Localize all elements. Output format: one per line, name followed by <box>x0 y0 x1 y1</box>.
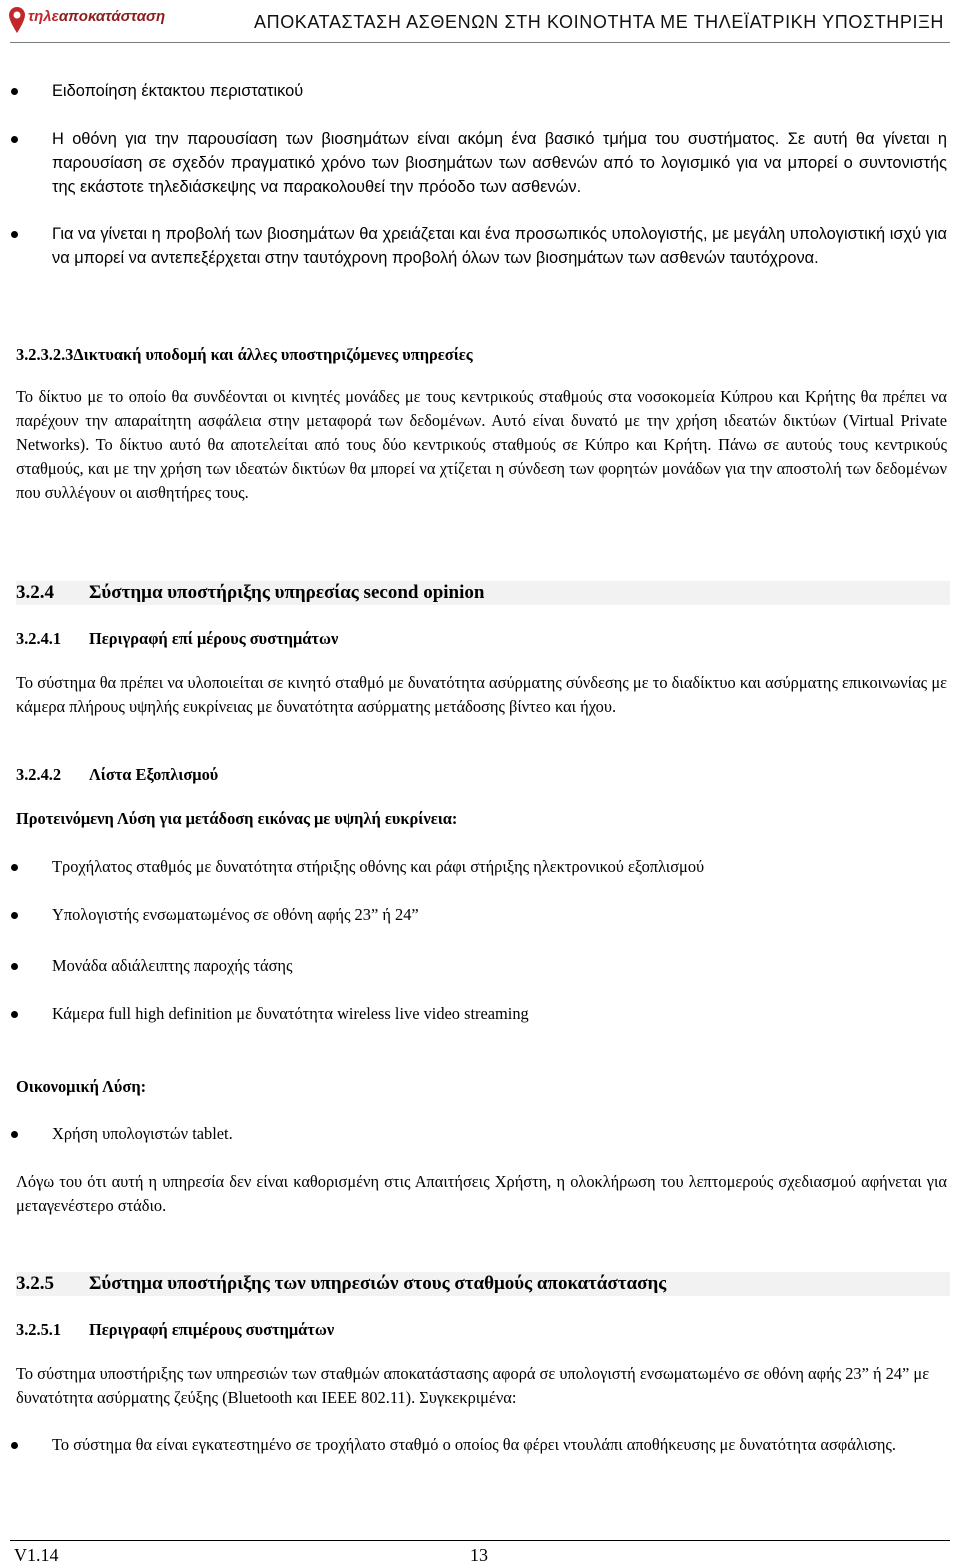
logo-text-part2: αποκατάσταση <box>58 8 166 25</box>
list-item: Μονάδα αδιάλειπτης παροχής τάσης <box>52 956 293 975</box>
paragraph-network: Το δίκτυο με το οποίο θα συνδέονται οι κινητές μονάδες με τους κεντρικούς σταθμούς στα νοσοκομεία Κύπρου και Κρήτης θα πρέπει να παρέχουν την απαραίτητη ασφάλεια στην μεταφορά των δεδομένων. Αυτό είναι δυνατό με την χρήση ιδεατών δικτύων (Virtual Private Networks). Το δίκτυο αυτό θα αποτελείται από τους δύο κεντρικούς σταθμούς σε Κύπρο και Κρήτη. Πάνω σε αυτούς τους κεντρικούς σταθμούς, και με την χρήση των ιδεατών δικτύων θα μπορεί να χτίζεται η σύνδεση των φορητών μονάδων για την αποστολή των δεδομένων που συλλέγουν οι αισθητήρες τους. <box>16 387 947 502</box>
section-number: 3.2.4.1 <box>16 629 62 648</box>
page-header <box>0 0 960 44</box>
bullet-dot <box>11 963 18 970</box>
document-version: V1.14 <box>14 1545 59 1565</box>
bullet-dot <box>11 1131 18 1138</box>
proposed-solution-heading: Προτεινόμενη Λύση για μετάδοση εικόνας με υψηλή ευκρίνεια: <box>16 809 458 828</box>
section-heading-3-2-3-2-3 <box>16 343 473 367</box>
bullet-dot <box>11 231 18 238</box>
list-item: Υπολογιστής ενσωματωμένος σε οθόνη αφής 23” ή 24” <box>52 905 419 924</box>
list-item: Κάμερα full high definition με δυνατότητα wireless live video streaming <box>52 1004 529 1023</box>
section-number: 3.2.4.2 <box>16 765 62 784</box>
list-item: Το σύστημα θα είναι εγκατεστημένο σε τροχήλατο σταθμό ο οποίος θα φέρει ντουλάπι αποθήκευσης με δυνατότητα ασφάλισης. <box>52 1435 896 1454</box>
bullet-dot <box>11 1011 18 1018</box>
bullet-dot <box>11 136 18 143</box>
section-heading-3-2-4-1 <box>16 627 338 651</box>
location-pin-icon <box>8 6 26 36</box>
list-item: Για να γίνεται η προβολή των βιοσημάτων θα χρειάζεται και ένα προσωπικός υπολογιστής, με μεγάλη υπολογιστική ισχύ για να μπορεί να αντεπεξέρχεται στην ταυτόχρονη προβολή όλων των βιοσημάτων των ασθενών ταυτόχρονα. <box>52 225 947 267</box>
page-number: 13 <box>470 1545 488 1565</box>
logo-text-part1: τηλε <box>28 8 59 25</box>
bullet-dot <box>11 88 18 95</box>
section-title: Περιγραφή επί μέρους συστημάτων <box>89 629 339 648</box>
paragraph-rehab-stations: Το σύστημα υποστήριξης των υπηρεσιών των σταθμών αποκατάστασης αφορά σε υπολογιστή ενσωματωμένο σε οθόνη αφής 23” ή 24” με δυνατότητα ασύρματης ζεύξης (Bluetooth και IEEE 802.11). Συγκεκριμένα: <box>16 1364 930 1407</box>
section-number: 3.2.5 <box>16 1273 54 1294</box>
section-title: Περιγραφή επιμέρους συστημάτων <box>89 1320 335 1339</box>
bullet-dot <box>11 1442 18 1449</box>
section-number: 3.2.5.1 <box>16 1320 62 1339</box>
list-item: Τροχήλατος σταθμός με δυνατότητα στήριξης οθόνης και ράφι στήριξης ηλεκτρονικού εξοπλισμού <box>52 857 705 876</box>
section-title: Δικτυακή υποδομή και άλλες υποστηριζόμενες υπηρεσίες <box>73 345 473 364</box>
list-item: Η οθόνη για την παρουσίαση των βιοσημάτων είναι ακόμη ένα βασικό τμήμα του συστήματος. Σε αυτή θα γίνεται η παρουσίαση σε σχεδόν πραγματικό χρόνο των βιοσημάτων των ασθενών από το λογισμικό για να μπορεί ο συντονιστής της εκάστοτε τηλεδιάσκεψης να παρακολουθεί την πρόοδο των ασθενών. <box>52 130 947 196</box>
list-item: Χρήση υπολογιστών tablet. <box>52 1124 233 1143</box>
bullet-dot <box>11 912 18 919</box>
list-item: Ειδοποίηση έκτακτου περιστατικού <box>52 82 304 100</box>
section-heading-3-2-5-1 <box>16 1318 334 1342</box>
section-heading-3-2-4-2 <box>16 763 218 787</box>
bullet-dot <box>11 864 18 871</box>
document-title: ΑΠΟΚΑΤΑΣΤΑΣΗ ΑΣΘΕΝΩΝ ΣΤΗ ΚΟΙΝΟΤΗΤΑ ΜΕ ΤΗΛΕΪΑΤΡΙΚΗ ΥΠΟΣΤΗΡΙΞΗ <box>254 12 944 32</box>
section-number: 3.2.3.2.3 <box>16 345 74 364</box>
header-divider <box>10 42 950 43</box>
section-title: Λίστα Εξοπλισμού <box>89 765 219 784</box>
section-title: Σύστημα υποστήριξης των υπηρεσιών στους σταθμούς αποκατάστασης <box>89 1273 667 1294</box>
section-heading-3-2-4 <box>16 581 484 605</box>
footer-divider <box>10 1540 950 1541</box>
page-footer <box>0 1540 960 1567</box>
paragraph-note: Λόγω του ότι αυτή η υπηρεσία δεν είναι καθορισμένη στις Απαιτήσεις Χρήστη, η ολοκλήρωση του λεπτομερούς σχεδιασμού αφήνεται για μεταγενέστερο στάδιο. <box>16 1172 947 1215</box>
economic-solution-heading: Οικονομική Λύση: <box>16 1077 147 1096</box>
paragraph-second-opinion: Το σύστημα θα πρέπει να υλοποιείται σε κινητό σταθμό με δυνατότητα ασύρματης σύνδεσης με το διαδίκτυο και ασύρματης επικοινωνίας με κάμερα πλήρους υψηλής ευκρίνειας με δυνατότητα ασύρματης μετάδοσης βίντεο και ήχου. <box>16 673 947 716</box>
section-heading-3-2-5 <box>16 1272 666 1296</box>
section-title: Σύστημα υποστήριξης υπηρεσίας second opinion <box>89 582 485 603</box>
section-number: 3.2.4 <box>16 582 54 603</box>
logo <box>8 4 166 40</box>
